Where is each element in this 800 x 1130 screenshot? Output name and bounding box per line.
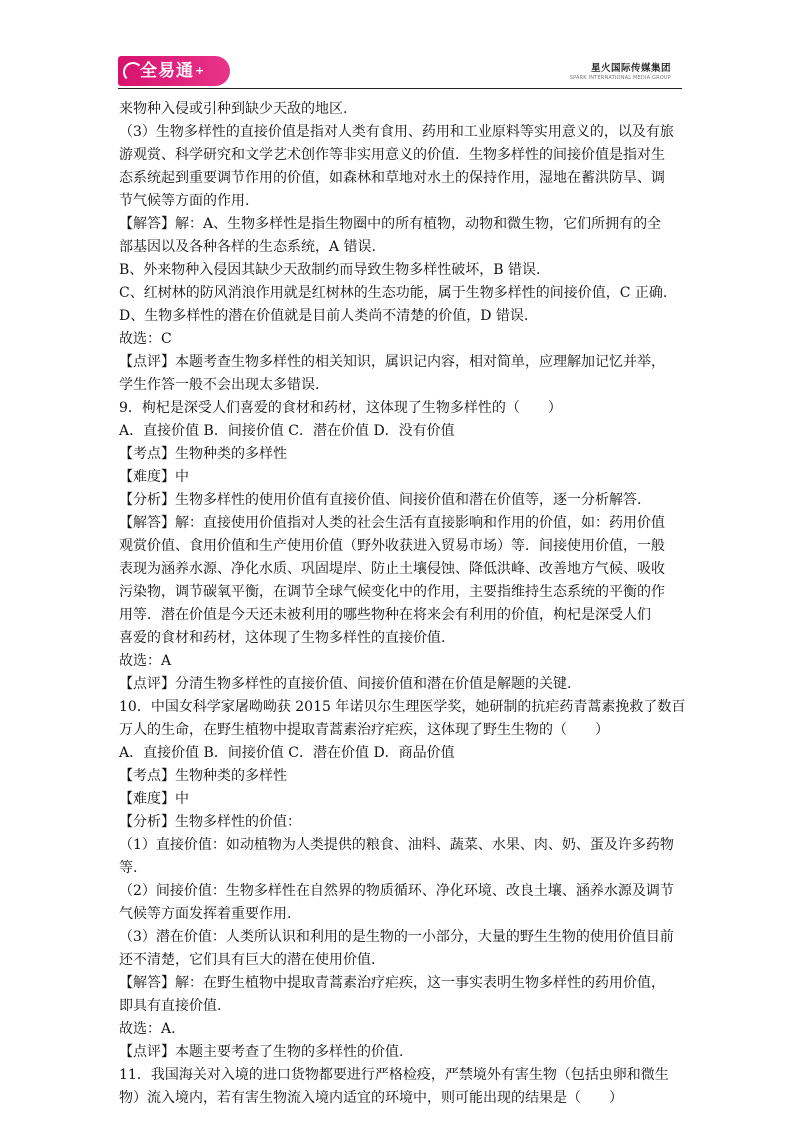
text-line: A．直接价值 B．间接价值 C．潜在价值 D．商品价值 — [119, 745, 455, 761]
text-line: C、红树林的防风消浪作用就是红树林的生态功能，属于生物多样性的间接价值，C 正确. — [119, 285, 668, 301]
text-line: 【解答】解：A、生物多样性是指生物圈中的所有植物，动物和微生物，它们所拥有的全 — [119, 216, 662, 232]
text-line: 【分析】生物多样性的使用价值有直接价值、间接价值和潜在价值等，逐一分析解答. — [119, 492, 642, 508]
text-line: 观赏价值、食用价值和生产使用价值（野外收获进入贸易市场）等．间接使用价值，一般 — [119, 538, 665, 554]
text-line: 9．枸杞是深受人们喜爱的食材和药材，这体现了生物多样性的（ ） — [119, 400, 562, 416]
text-line: 11．我国海关对入境的进口货物都要进行严格检疫，严禁境外有害生物（包括虫卵和微生 — [119, 1067, 669, 1083]
text-line: 即具有直接价值. — [119, 998, 222, 1014]
brand-name: 星火国际传媒集团 — [590, 63, 671, 74]
text-line: 游观赏、科学研究和文学艺术创作等非实用意义的价值．生物多样性的间接价值是指对生 — [119, 147, 665, 163]
text-line: 【难度】中 — [119, 469, 189, 485]
text-line: 表现为涵养水源、净化水质、巩固堤岸、防止土壤侵蚀、降低洪峰、改善地方气候、吸收 — [119, 561, 665, 577]
text-line: 物）流入境内，若有害生物流入境内适宜的环境中，则可能出现的结果是（ ） — [119, 1090, 623, 1106]
text-line: 污染物，调节碳氧平衡，在调节全球气候变化中的作用，主要指维持生态系统的平衡的作 — [119, 584, 665, 600]
text-line: 【考点】生物种类的多样性 — [119, 768, 287, 784]
text-line: 态系统起到重要调节作用的价值，如森林和草地对水土的保持作用，湿地在蓄洪防旱、调 — [119, 170, 665, 186]
text-line: 故选：A — [119, 653, 172, 669]
text-line: 【解答】解：在野生植物中提取青蒿素治疗疟疾，这一事实表明生物多样性的药用价值， — [119, 975, 665, 991]
text-line: A．直接价值 B．间接价值 C．潜在价值 D．没有价值 — [119, 423, 455, 439]
document-body — [119, 98, 686, 1110]
page-header — [118, 52, 683, 92]
text-line: 【点评】本题考查生物多样性的相关知识，属识记内容，相对简单，应理解加记忆并举， — [119, 354, 665, 370]
text-line: B、外来物种入侵因其缺少天敌制约而导致生物多样性破坏，B 错误. — [119, 262, 541, 278]
brand-block — [570, 60, 671, 81]
text-line: 万人的生命，在野生植物中提取青蒿素治疗疟疾，这体现了野生生物的（ ） — [119, 722, 609, 738]
text-line: 【考点】生物种类的多样性 — [119, 446, 287, 462]
text-line: D、生物多样性的潜在价值就是目前人类尚不清楚的价值，D 错误. — [119, 308, 529, 324]
quanyitong-logo — [118, 56, 230, 86]
text-line: 【点评】分清生物多样性的直接价值、间接价值和潜在价值是解题的关键. — [119, 676, 572, 692]
text-line: 还不清楚，它们具有巨大的潜在使用价值. — [119, 952, 376, 968]
text-line: 部基因以及各种各样的生态系统，A 错误. — [119, 239, 377, 255]
brand-subtitle: SPARK INTERNATIONAL MEDIA GROUP — [569, 75, 671, 81]
text-line: （3）潜在价值：人类所认识和利用的是生物的一小部分，大量的野生生物的使用价值目前 — [119, 929, 674, 945]
logo-swoosh-icon — [123, 62, 143, 82]
text-line: 喜爱的食材和药材，这体现了生物多样性的直接价值. — [119, 630, 446, 646]
text-line: 【点评】本题主要考查了生物的多样性的价值. — [119, 1044, 404, 1060]
text-line: 节气候等方面的作用. — [119, 193, 250, 209]
text-line: 等. — [119, 860, 138, 876]
text-line: （3）生物多样性的直接价值是指对人类有食用、药用和工业原料等实用意义的，以及有旅 — [119, 124, 674, 140]
text-line: 用等．潜在价值是今天还未被利用的哪些物种在将来会有利用的价值，枸杞是深受人们 — [119, 607, 651, 623]
text-line: （1）直接价值：如动植物为人类提供的粮食、油料、蔬菜、水果、肉、奶、蛋及许多药物 — [119, 837, 674, 853]
text-line: 学生作答一般不会出现太多错误. — [119, 377, 320, 393]
text-line: （2）间接价值：生物多样性在自然界的物质循环、净化环境、改良土壤、涵养水源及调节 — [119, 883, 674, 899]
text-line: 来物种入侵或引种到缺少天敌的地区. — [119, 101, 348, 117]
logo-text: 全易通 — [140, 61, 194, 81]
text-line: 故选：C — [119, 331, 172, 347]
header-divider — [118, 88, 682, 89]
logo-plus: + — [195, 64, 206, 77]
text-line: 【分析】生物多样性的价值： — [119, 814, 301, 830]
text-line: 故选：A. — [119, 1021, 176, 1037]
text-line: 【解答】解：直接使用价值指对人类的社会生活有直接影响和作用的价值，如：药用价值 — [119, 515, 665, 531]
text-line: 【难度】中 — [119, 791, 189, 807]
text-line: 10．中国女科学家屠呦呦获 2015 年诺贝尔生理医学奖，她研制的抗疟药青蒿素挽救了数百 — [119, 699, 686, 715]
text-line: 气候等方面发挥着重要作用. — [119, 906, 292, 922]
